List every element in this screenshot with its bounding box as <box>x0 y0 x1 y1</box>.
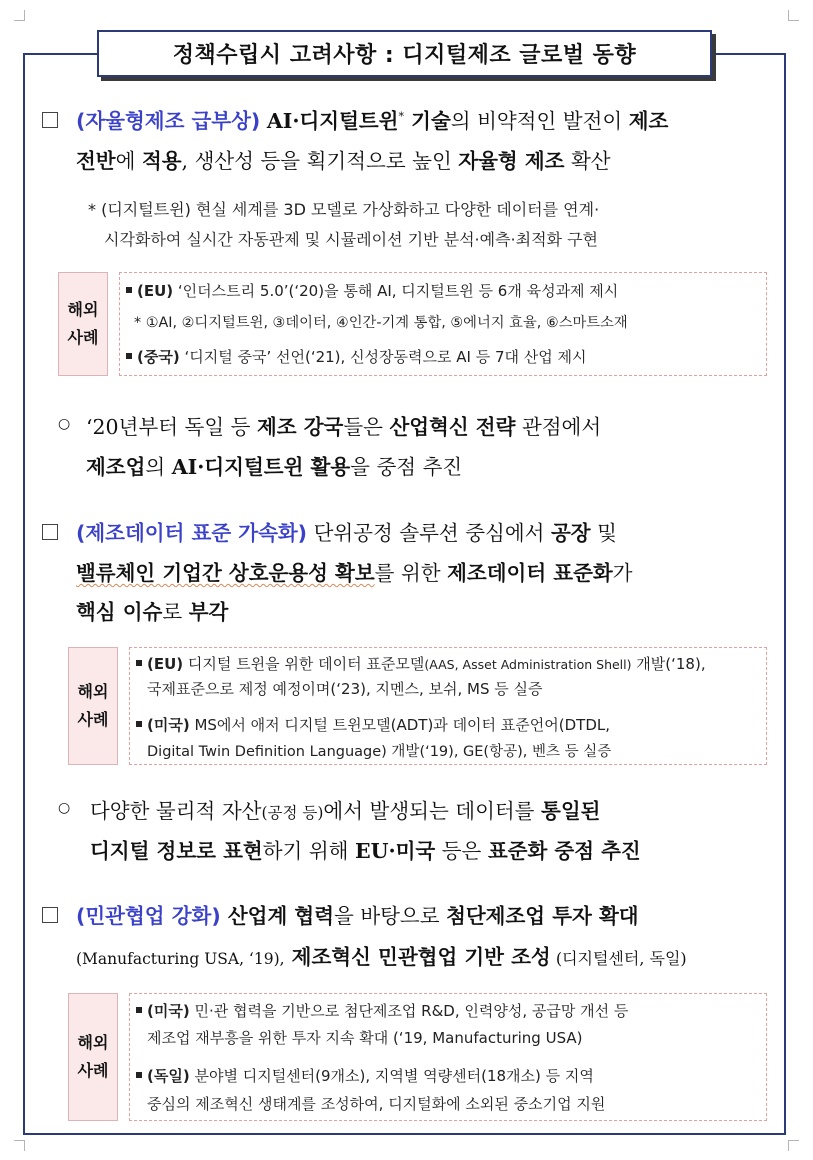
o2-keyword: 표준화 중점 추진 <box>487 839 641 863</box>
o1-keyword: 산업혁신 전략 <box>389 415 516 439</box>
page-corner-mark <box>14 1140 25 1151</box>
o1-line2 <box>86 450 462 480</box>
o1-text: 의 <box>145 455 172 479</box>
o2-keyword: EU·미국 <box>354 839 436 863</box>
label-text: 해외 <box>67 300 99 319</box>
o2-keyword: 통일된 <box>541 799 601 823</box>
s2-text: 가 <box>612 561 633 585</box>
checkbox-square-icon <box>42 907 58 923</box>
case-text: 민·관 협력을 기반으로 첨단제조업 R&D, 인력양성, 공급망 개선 등 <box>189 1002 629 1020</box>
case-item <box>136 1000 628 1021</box>
s3-text: (디지털센터, 독일) <box>550 949 687 968</box>
s3-keyword: 첨단제조업 투자 확대 <box>446 904 639 928</box>
case-item <box>136 653 706 674</box>
section3-line1 <box>76 899 639 929</box>
bullet-square-icon <box>126 287 132 293</box>
case-text-continued: 국제표준으로 제정 예정이며(‘23), 지멘스, 보쉬, MS 등 실증 <box>147 680 543 698</box>
o1-keyword: 제조업 <box>86 455 146 479</box>
overseas-case-box <box>129 647 767 765</box>
section2-line2 <box>76 556 632 586</box>
o2-text: 하기 위해 <box>262 839 355 863</box>
case-region: (중국) <box>137 348 180 366</box>
overseas-case-label <box>68 647 118 765</box>
o1-text: 을 중점 추진 <box>350 455 463 479</box>
s2-text: 로 <box>162 600 189 624</box>
s3-keyword: 산업계 협력 <box>220 904 334 928</box>
case-text: ‘인더스트리 5.0’(‘20)을 통해 AI, 디지털트윈 등 6개 육성과제 제시 <box>173 282 619 300</box>
case-region: (미국) <box>147 716 190 734</box>
case-text: 분야별 디지털센터(9개소), 지역별 역량센터(18개소) 등 지역 <box>189 1067 594 1085</box>
page-corner-mark <box>788 10 799 21</box>
s2-text: 및 <box>590 521 617 545</box>
overseas-case-label <box>68 993 118 1121</box>
case-item <box>136 1065 594 1086</box>
s2-text: 단위공정 솔루션 중심에서 <box>307 521 551 545</box>
footnote-line1: * (디지털트윈) 현실 세계를 3D 모델로 가상화하고 다양한 데이터를 연계· <box>88 200 600 219</box>
page-corner-mark <box>788 1140 799 1151</box>
page-title: 정책수립시 고려사항 : 디지털제조 글로벌 동향 <box>97 30 712 77</box>
case-region: (독일) <box>147 1067 190 1085</box>
footnote-line2: 시각화하여 실시간 자동관제 및 시뮬레이션 기반 분석·예측·최적화 구현 <box>104 230 598 249</box>
case-text-continued: 제조업 재부흥을 위한 투자 지속 확대 (‘19, Manufacturing USA) <box>147 1029 583 1047</box>
s2-keyword: 공장 <box>550 521 591 545</box>
case-subnote: * ①AI, ②디지털트윈, ③데이터, ④인간-기계 통합, ⑤에너지 효율, ⑥스마트소재 <box>134 315 628 331</box>
case-region: (EU) <box>147 655 184 673</box>
o1-line1 <box>86 410 601 440</box>
case-text-continued: 중심의 제조혁신 생태계를 조성하여, 디지털화에 소외된 중소기업 지원 <box>147 1095 606 1113</box>
case-text-continued: Digital Twin Definition Language) 개발(‘19), GE(항공), 벤츠 등 실증 <box>147 744 612 760</box>
case-region: (EU) <box>137 282 174 300</box>
section1-line2 <box>76 144 611 174</box>
case-text: 디지털 트윈을 위한 데이터 표준모델 <box>183 655 425 673</box>
overseas-case-box <box>119 272 767 376</box>
checkbox-square-icon <box>42 112 58 128</box>
s1-text: 확산 <box>564 149 611 173</box>
section1-heading: (자율형제조 급부상) <box>76 109 261 133</box>
label-text: 사례 <box>67 328 99 347</box>
label-text: 해외 <box>77 682 109 701</box>
label-text: 해외 <box>77 1033 109 1052</box>
section2-heading: (제조데이터 표준 가속화) <box>76 521 308 545</box>
o1-keyword: 제조 강국 <box>256 415 344 439</box>
bullet-square-icon <box>126 353 132 359</box>
case-region: (미국) <box>147 1002 190 1020</box>
overseas-case-box <box>129 993 767 1121</box>
s2-keyword: 제조데이터 표준화 <box>447 561 613 585</box>
case-text: MS에서 애저 디지털 트윈모델(ADT)과 데이터 표준언어(DTDL, <box>189 716 611 734</box>
bullet-square-icon <box>136 660 142 666</box>
overseas-case-label <box>58 272 108 376</box>
case-item <box>126 346 587 367</box>
section2-line3 <box>76 595 228 625</box>
s1-keyword: 제조 <box>628 109 669 133</box>
s1-text: , 생산성 등을 획기적으로 높인 <box>181 149 459 173</box>
s2-keyword: 핵심 이슈 <box>76 600 163 624</box>
o1-keyword: AI·디지털트윈 활용 <box>171 455 351 479</box>
o2-line1 <box>90 794 600 824</box>
circle-bullet-icon: ○ <box>58 800 71 816</box>
s1-text: 의 비약적인 발전이 <box>450 109 629 133</box>
s3-text: 을 바탕으로 <box>334 904 447 928</box>
checkbox-square-icon <box>42 524 58 540</box>
label-text: 사례 <box>77 1061 109 1080</box>
o2-text: 에서 발생되는 데이터를 <box>323 799 542 823</box>
s1-keyword: 적용 <box>141 149 182 173</box>
section3-heading: (민관협업 강화) <box>76 904 221 928</box>
circle-bullet-icon: ○ <box>58 416 71 432</box>
o2-text: (공정 등) <box>261 804 324 822</box>
case-text: (AAS, Asset Administration Shell) <box>424 657 632 672</box>
o2-text: 등은 <box>435 839 488 863</box>
section1-line1 <box>76 104 770 134</box>
s3-text: (Manufacturing USA, ‘19), <box>76 950 285 968</box>
o2-line2 <box>90 834 641 864</box>
s1-keyword: 전반 <box>76 149 116 173</box>
o1-text: 들은 <box>343 415 390 439</box>
case-item <box>126 280 618 301</box>
o2-text: 다양한 물리적 자산 <box>90 799 262 823</box>
s1-keyword: AI·디지털트윈 <box>266 109 399 133</box>
case-text: 개발(‘18), <box>631 655 706 673</box>
section2-line1 <box>76 516 617 546</box>
s1-text: 에 <box>115 149 142 173</box>
o1-text: ‘20년부터 독일 등 <box>86 415 257 439</box>
label-text: 사례 <box>77 710 109 729</box>
s2-keyword: 부각 <box>188 600 229 624</box>
case-text: ‘디지털 중국’ 선언(‘21), 신성장동력으로 AI 등 7대 산업 제시 <box>179 348 587 366</box>
bullet-square-icon <box>136 1007 142 1013</box>
case-item <box>136 714 610 735</box>
page-corner-mark <box>14 10 25 21</box>
bullet-square-icon <box>136 721 142 727</box>
s1-keyword: 자율형 제조 <box>458 149 565 173</box>
s2-keyword: 밸류체인 기업간 상호운용성 확보 <box>76 561 375 585</box>
section3-line2 <box>76 940 687 970</box>
footnote-mark: * <box>398 110 404 124</box>
o2-keyword: 디지털 정보로 표현 <box>90 839 263 863</box>
s3-keyword: 제조혁신 민관협업 기반 조성 <box>284 945 551 969</box>
s2-text: 를 위한 <box>374 561 448 585</box>
s1-keyword: 기술 <box>404 109 451 133</box>
bullet-square-icon <box>136 1072 142 1078</box>
o1-text: 관점에서 <box>515 415 602 439</box>
